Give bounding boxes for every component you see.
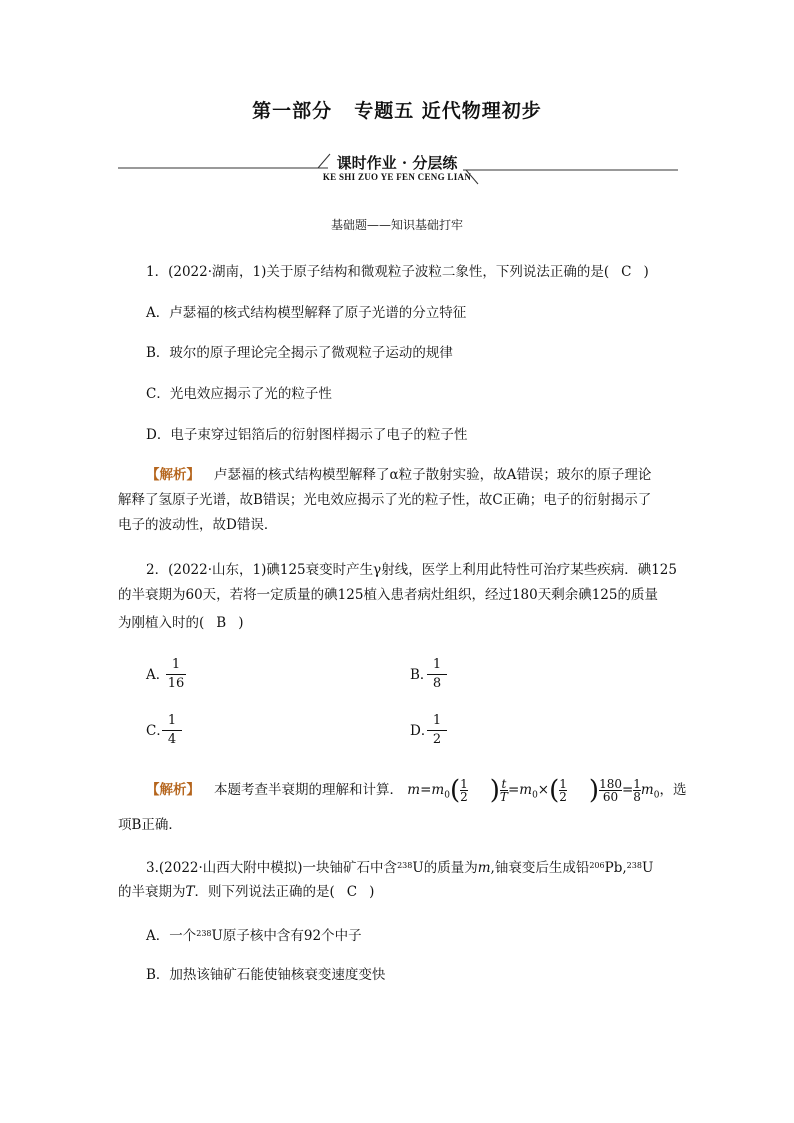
q3-answer: C — [346, 884, 358, 900]
q1-option-c: C．光电效应揭示了光的粒子性 — [146, 386, 332, 402]
q2-stem-line-2: 的半衰期为60天，若将一定质量的碘125植入患者病灶组织，经过180天剩余碘125的质量 — [118, 587, 658, 603]
result-fraction: $\frac{1}{8}$ — [633, 777, 641, 804]
q3-option-a: A．一个$^{238}$U原子核中含有92个中子 — [146, 928, 362, 944]
title-topic: 专题五 近代物理初步 — [354, 100, 542, 122]
q2-stem-line-1: 2．(2022·山东，1)碘125衰变时产生γ射线，医学上利用此特性可治疗某些疾病．碘125 — [146, 562, 677, 578]
q2-option-d-fraction: 1 2 — [427, 712, 447, 749]
q1-option-a: A．卢瑟福的核式结构模型解释了原子光谱的分立特征 — [146, 305, 467, 321]
q2-option-c-label: C． — [146, 723, 170, 739]
exponent-fraction: $\frac{180}{60}$ — [599, 777, 622, 804]
q1-analysis-label: 【解析】 — [146, 467, 200, 483]
q1-analysis-line-1: 【解析】 卢瑟福的核式结构模型解释了α粒子散射实验，故A错误；玻尔的原子理论 — [146, 467, 652, 483]
q2-option-d-label: D． — [410, 723, 435, 739]
q1-analysis-line-2: 解释了氢原子光谱，故B错误；光电效应揭示了光的粒子性，故C正确；电子的衍射揭示了 — [118, 492, 652, 508]
q1-option-d: D．电子束穿过铝箔后的衍射图样揭示了电子的粒子性 — [146, 427, 468, 443]
half-fraction-1: $\frac{1}{2}$ — [460, 777, 468, 804]
t-over-T-fraction: $\frac{t}{T}$ — [499, 777, 508, 804]
q1-option-b: B．玻尔的原子理论完全揭示了微观粒子运动的规律 — [146, 345, 453, 361]
q2-answer: B — [216, 615, 227, 631]
q2-option-b-label: B． — [410, 667, 434, 683]
q1-stem: 1．(2022·湖南，1)关于原子结构和微观粒子波粒二象性，下列说法正确的是( C ) — [146, 264, 649, 280]
q2-option-b-fraction: 1 8 — [427, 656, 447, 693]
q2-analysis-line-2: 项B正确． — [118, 817, 182, 833]
q2-option-c-fraction: 1 4 — [162, 712, 182, 749]
q2-stem-line-3: 为刚植入时的( B ) — [118, 615, 244, 631]
q2-formula: $m=m_0$( $\frac{1}{2}$ ) $\frac{t}{T}$ $=m_0\times$( $\frac{1}{2}$ ) $\frac{180}{60}$ = $\frac{1}{8}$ $m_0$，选 — [407, 775, 687, 806]
q1-analysis-line-3: 电子的波动性，故D错误． — [118, 517, 278, 533]
q2-analysis-line-1: 【解析】 本题考查半衰期的理解和计算． $m=m_0$( $\frac{1}{2}$ ) $\frac{t}{T}$ $=m_0\times$( $\frac{1}{2}$ ) $\frac{180}{60}$ = $\frac{1}{8}$ $m_0$，选 — [146, 775, 687, 806]
q3-stem-line-2: 的半衰期为T．则下列说法正确的是( C ) — [118, 884, 375, 900]
q2-option-a-label: A． — [146, 667, 170, 683]
title-part: 第一部分 — [252, 100, 333, 122]
banner-subtitle: KE SHI ZUO YE FEN CENG LIAN — [322, 172, 472, 182]
q2-option-a-fraction: 1 16 — [167, 657, 185, 691]
q2-analysis-label: 【解析】 — [146, 782, 200, 798]
q1-answer: C — [621, 264, 632, 280]
q3-option-b: B．加热该铀矿石能使铀核衰变速度变快 — [146, 967, 386, 983]
banner-title: 课时作业 · 分层练 — [336, 154, 458, 172]
q3-stem-line-1: 3.(2022·山西大附中模拟)一块铀矿石中含$^{238}$U的质量为m,铀衰变后生成铅$^{206}$Pb,$^{238}$U — [146, 860, 654, 876]
page-title — [0, 96, 794, 123]
section-label: 基础题——知识基础打牢 — [330, 218, 463, 232]
half-fraction-2: $\frac{1}{2}$ — [559, 777, 567, 804]
